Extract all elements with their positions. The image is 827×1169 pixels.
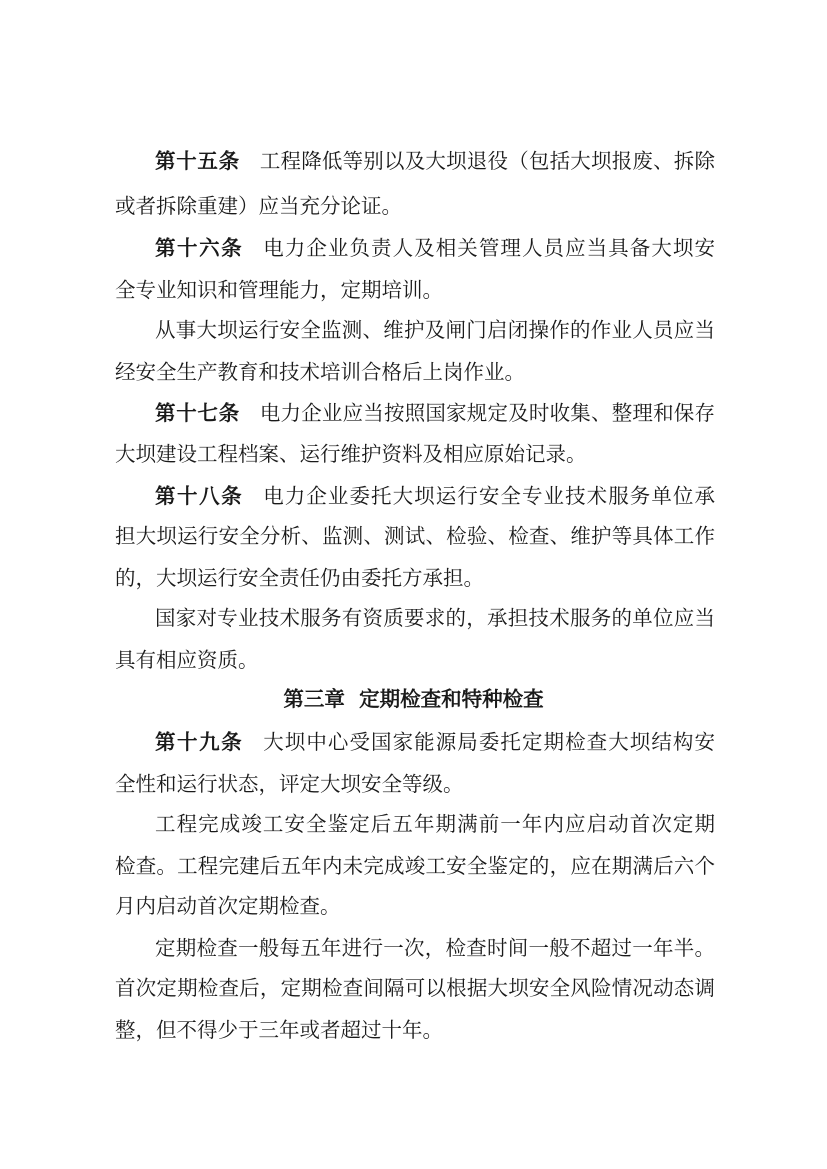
article-18-para2-line-2: 具有相应资质。 [115, 648, 259, 672]
article-19-para2-line-1: 工程完成竣工安全鉴定后五年期满前一年内应启动首次定期 [155, 812, 715, 836]
article-19-text-1: 大坝中心受国家能源局委托定期检查大坝结构安 [263, 730, 715, 754]
article-16-para2-line-1: 从事大坝运行安全监测、维护及闸门启闭操作的作业人员应当 [155, 318, 715, 342]
article-16-para2-line-2: 经安全生产教育和技术培训合格后上岗作业。 [115, 360, 525, 384]
article-18-line-1 [155, 483, 715, 509]
article-19-line-1 [155, 729, 715, 755]
article-17-line-1 [155, 400, 715, 426]
article-17-line-2: 大坝建设工程档案、运行维护资料及相应原始记录。 [115, 442, 587, 466]
article-18-line-3: 的，大坝运行安全责任仍由委托方承担。 [115, 566, 484, 590]
article-15-line-1 [155, 148, 715, 174]
article-15-label: 第十五条 [155, 149, 240, 173]
article-19-line-2: 全性和运行状态，评定大坝安全等级。 [115, 772, 464, 796]
article-17-label: 第十七条 [155, 401, 240, 425]
article-18-text-1: 电力企业委托大坝运行安全专业技术服务单位承 [263, 484, 715, 508]
article-17-text-1: 电力企业应当按照国家规定及时收集、整理和保存 [259, 401, 715, 425]
article-19-para3-line-1: 定期检查一般每五年进行一次，检查时间一般不超过一年半。 [155, 936, 715, 960]
article-16-line-1 [155, 235, 715, 261]
chapter-3-title: 第三章 定期检查和特种检查 [283, 687, 544, 711]
article-19-para3-line-2: 首次定期检查后，定期检查间隔可以根据大坝安全风险情况动态调 [115, 976, 715, 1000]
article-16-text-1: 电力企业负责人及相关管理人员应当具备大坝安 [263, 236, 715, 260]
article-18-label: 第十八条 [155, 484, 244, 508]
article-19-label: 第十九条 [155, 730, 244, 754]
article-18-para2-line-1: 国家对专业技术服务有资质要求的，承担技术服务的单位应当 [155, 606, 715, 630]
article-16-label: 第十六条 [155, 236, 244, 260]
article-19-para2-line-3: 月内启动首次定期检查。 [115, 894, 341, 918]
article-15-text-1: 工程降低等别以及大坝退役（包括大坝报废、拆除 [259, 149, 715, 173]
article-19-para2-line-2: 检查。工程完建后五年内未完成竣工安全鉴定的，应在期满后六个 [115, 854, 715, 878]
article-19-para3-line-3: 整，但不得少于三年或者超过十年。 [115, 1018, 443, 1042]
article-16-line-2: 全专业知识和管理能力，定期培训。 [115, 278, 443, 302]
article-18-line-2: 担大坝运行安全分析、监测、测试、检验、检查、维护等具体工作 [115, 524, 715, 548]
article-15-line-2: 或者拆除重建）应当充分论证。 [115, 194, 402, 218]
